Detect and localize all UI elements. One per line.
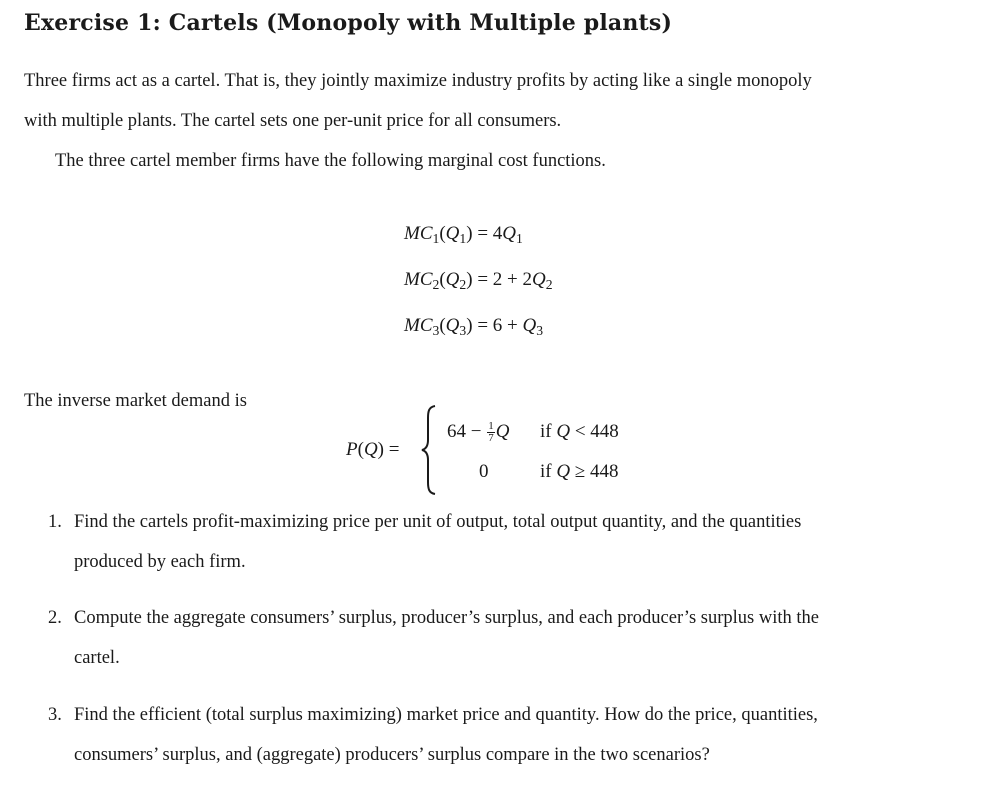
exercise-title: Exercise 1: Cartels (Monopoly with Multiple plants)	[24, 10, 673, 36]
left-brace-icon	[420, 404, 440, 496]
intro-line-1: Three firms act as a cartel. That is, they jointly maximize industry profits by acting like a single monopoly	[24, 71, 812, 91]
fraction-one-seventh: $\frac{1}{7}$	[488, 420, 494, 445]
question-number: 2.	[48, 608, 62, 628]
intro-line-2: with multiple plants. The cartel sets one per-unit price for all consumers.	[24, 111, 562, 131]
demand-case-2-condition: if Q ≥ 448	[540, 461, 619, 482]
demand-case-1-condition: if Q < 448	[540, 421, 619, 442]
question-text-line: consumers’ surplus, and (aggregate) producers’ surplus compare in the two scenarios?	[74, 745, 710, 765]
mc-equation-3: $MC_3(Q_3) = 6 + Q_3$	[404, 315, 544, 338]
question-number: 3.	[48, 705, 62, 725]
demand-lhs: P(Q) =	[346, 439, 400, 460]
question-text-line: Compute the aggregate consumers’ surplus, producer’s surplus, and each producer’s surplus with the	[74, 608, 819, 628]
question-text-line: Find the efficient (total surplus maximizing) market price and quantity. How do the price, quantities,	[74, 705, 818, 725]
intro-line-3: The three cartel member firms have the following marginal cost functions.	[55, 151, 606, 171]
mc-equation-1: $MC_1(Q_1) = 4Q_1$	[404, 223, 523, 246]
demand-intro: The inverse market demand is	[24, 391, 247, 411]
mc-equation-2: $MC_2(Q_2) = 2 + 2Q_2$	[404, 269, 553, 292]
question-text-line: produced by each firm.	[74, 552, 246, 572]
question-text-line: cartel.	[74, 648, 120, 668]
demand-case-1-expression: 64 − $\frac{1}{7}$ Q	[447, 420, 510, 445]
demand-case-2-expression: 0	[479, 461, 489, 482]
question-number: 1.	[48, 512, 62, 532]
question-text-line: Find the cartels profit-maximizing price per unit of output, total output quantity, and the quantities	[74, 512, 802, 532]
